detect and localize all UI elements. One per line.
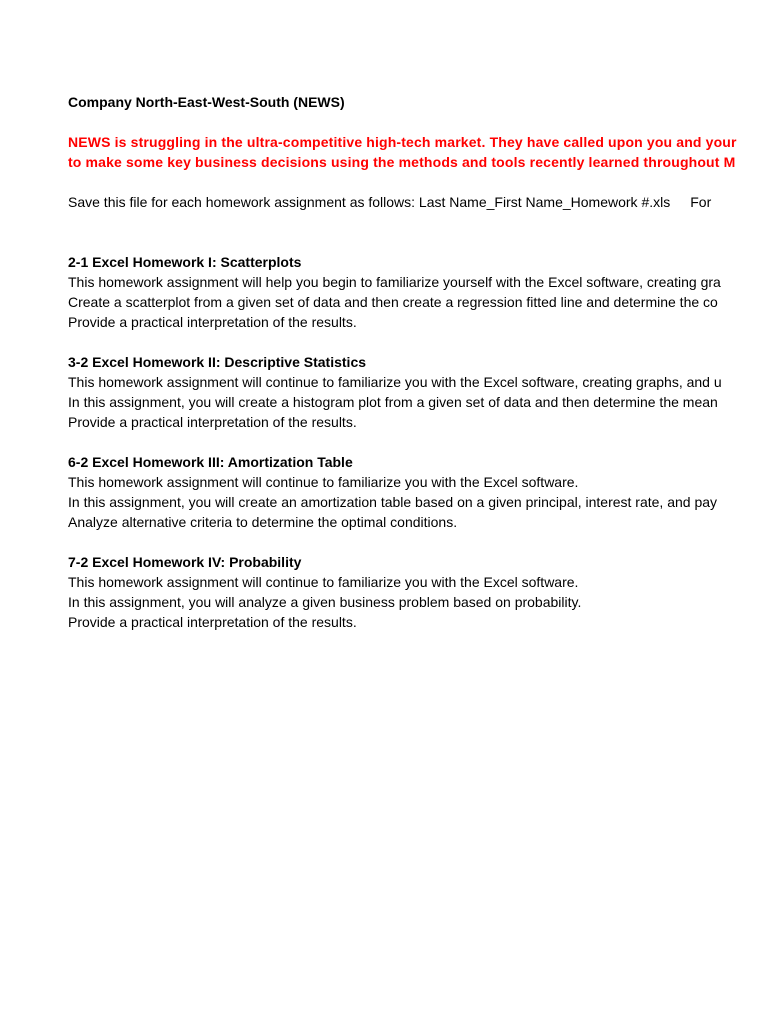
assignment-title: 3-2 Excel Homework II: Descriptive Statistics [68,354,367,370]
save-instructions-text: Save this file for each homework assignment as follows: Last Name_First Name_Homework #.xls [68,194,671,210]
assignment-title: 7-2 Excel Homework IV: Probability [68,554,302,570]
assignment-block [68,452,768,532]
blank-row [68,172,768,192]
blank-row [68,112,768,132]
assignment-line: This homework assignment will help you begin to familiarize yourself with the Excel software, creating gra [68,274,721,290]
company-title: Company North-East-West-South (NEWS) [68,94,345,110]
assignment-line: In this assignment, you will create a histogram plot from a given set of data and then determine the mean [68,394,718,410]
assignment-line: Provide a practical interpretation of the results. [68,314,357,330]
assignment-block [68,352,768,432]
assignment-block [68,552,768,632]
intro-line-1: NEWS is struggling in the ultra-competitive high-tech market. They have called upon you and your [68,134,737,150]
assignment-block [68,252,768,332]
assignment-line: In this assignment, you will create an amortization table based on a given principal, interest rate, and pay [68,494,718,510]
assignment-line: This homework assignment will continue to familiarize you with the Excel software. [68,474,579,490]
blank-row [68,432,768,452]
spreadsheet-content [68,92,768,632]
blank-row [68,332,768,352]
blank-row [68,232,768,252]
assignment-line: Analyze alternative criteria to determine the optimal conditions. [68,514,458,530]
assignment-line: In this assignment, you will analyze a given business problem based on probability. [68,594,582,610]
save-instructions [68,192,768,212]
assignment-line: This homework assignment will continue to familiarize you with the Excel software. [68,574,579,590]
assignment-line: Provide a practical interpretation of the results. [68,414,357,430]
intro-line-2: to make some key business decisions using the methods and tools recently learned throughout M [68,154,736,170]
save-instructions-trailing: For [690,194,712,210]
assignment-line: Create a scatterplot from a given set of data and then create a regression fitted line and determine the co [68,294,718,310]
assignment-line: This homework assignment will continue to familiarize you with the Excel software, creating graphs, and u [68,374,722,390]
blank-row [68,532,768,552]
assignment-title: 6-2 Excel Homework III: Amortization Table [68,454,353,470]
assignment-line: Provide a practical interpretation of the results. [68,614,357,630]
blank-row [68,212,768,232]
assignment-title: 2-1 Excel Homework I: Scatterplots [68,254,302,270]
